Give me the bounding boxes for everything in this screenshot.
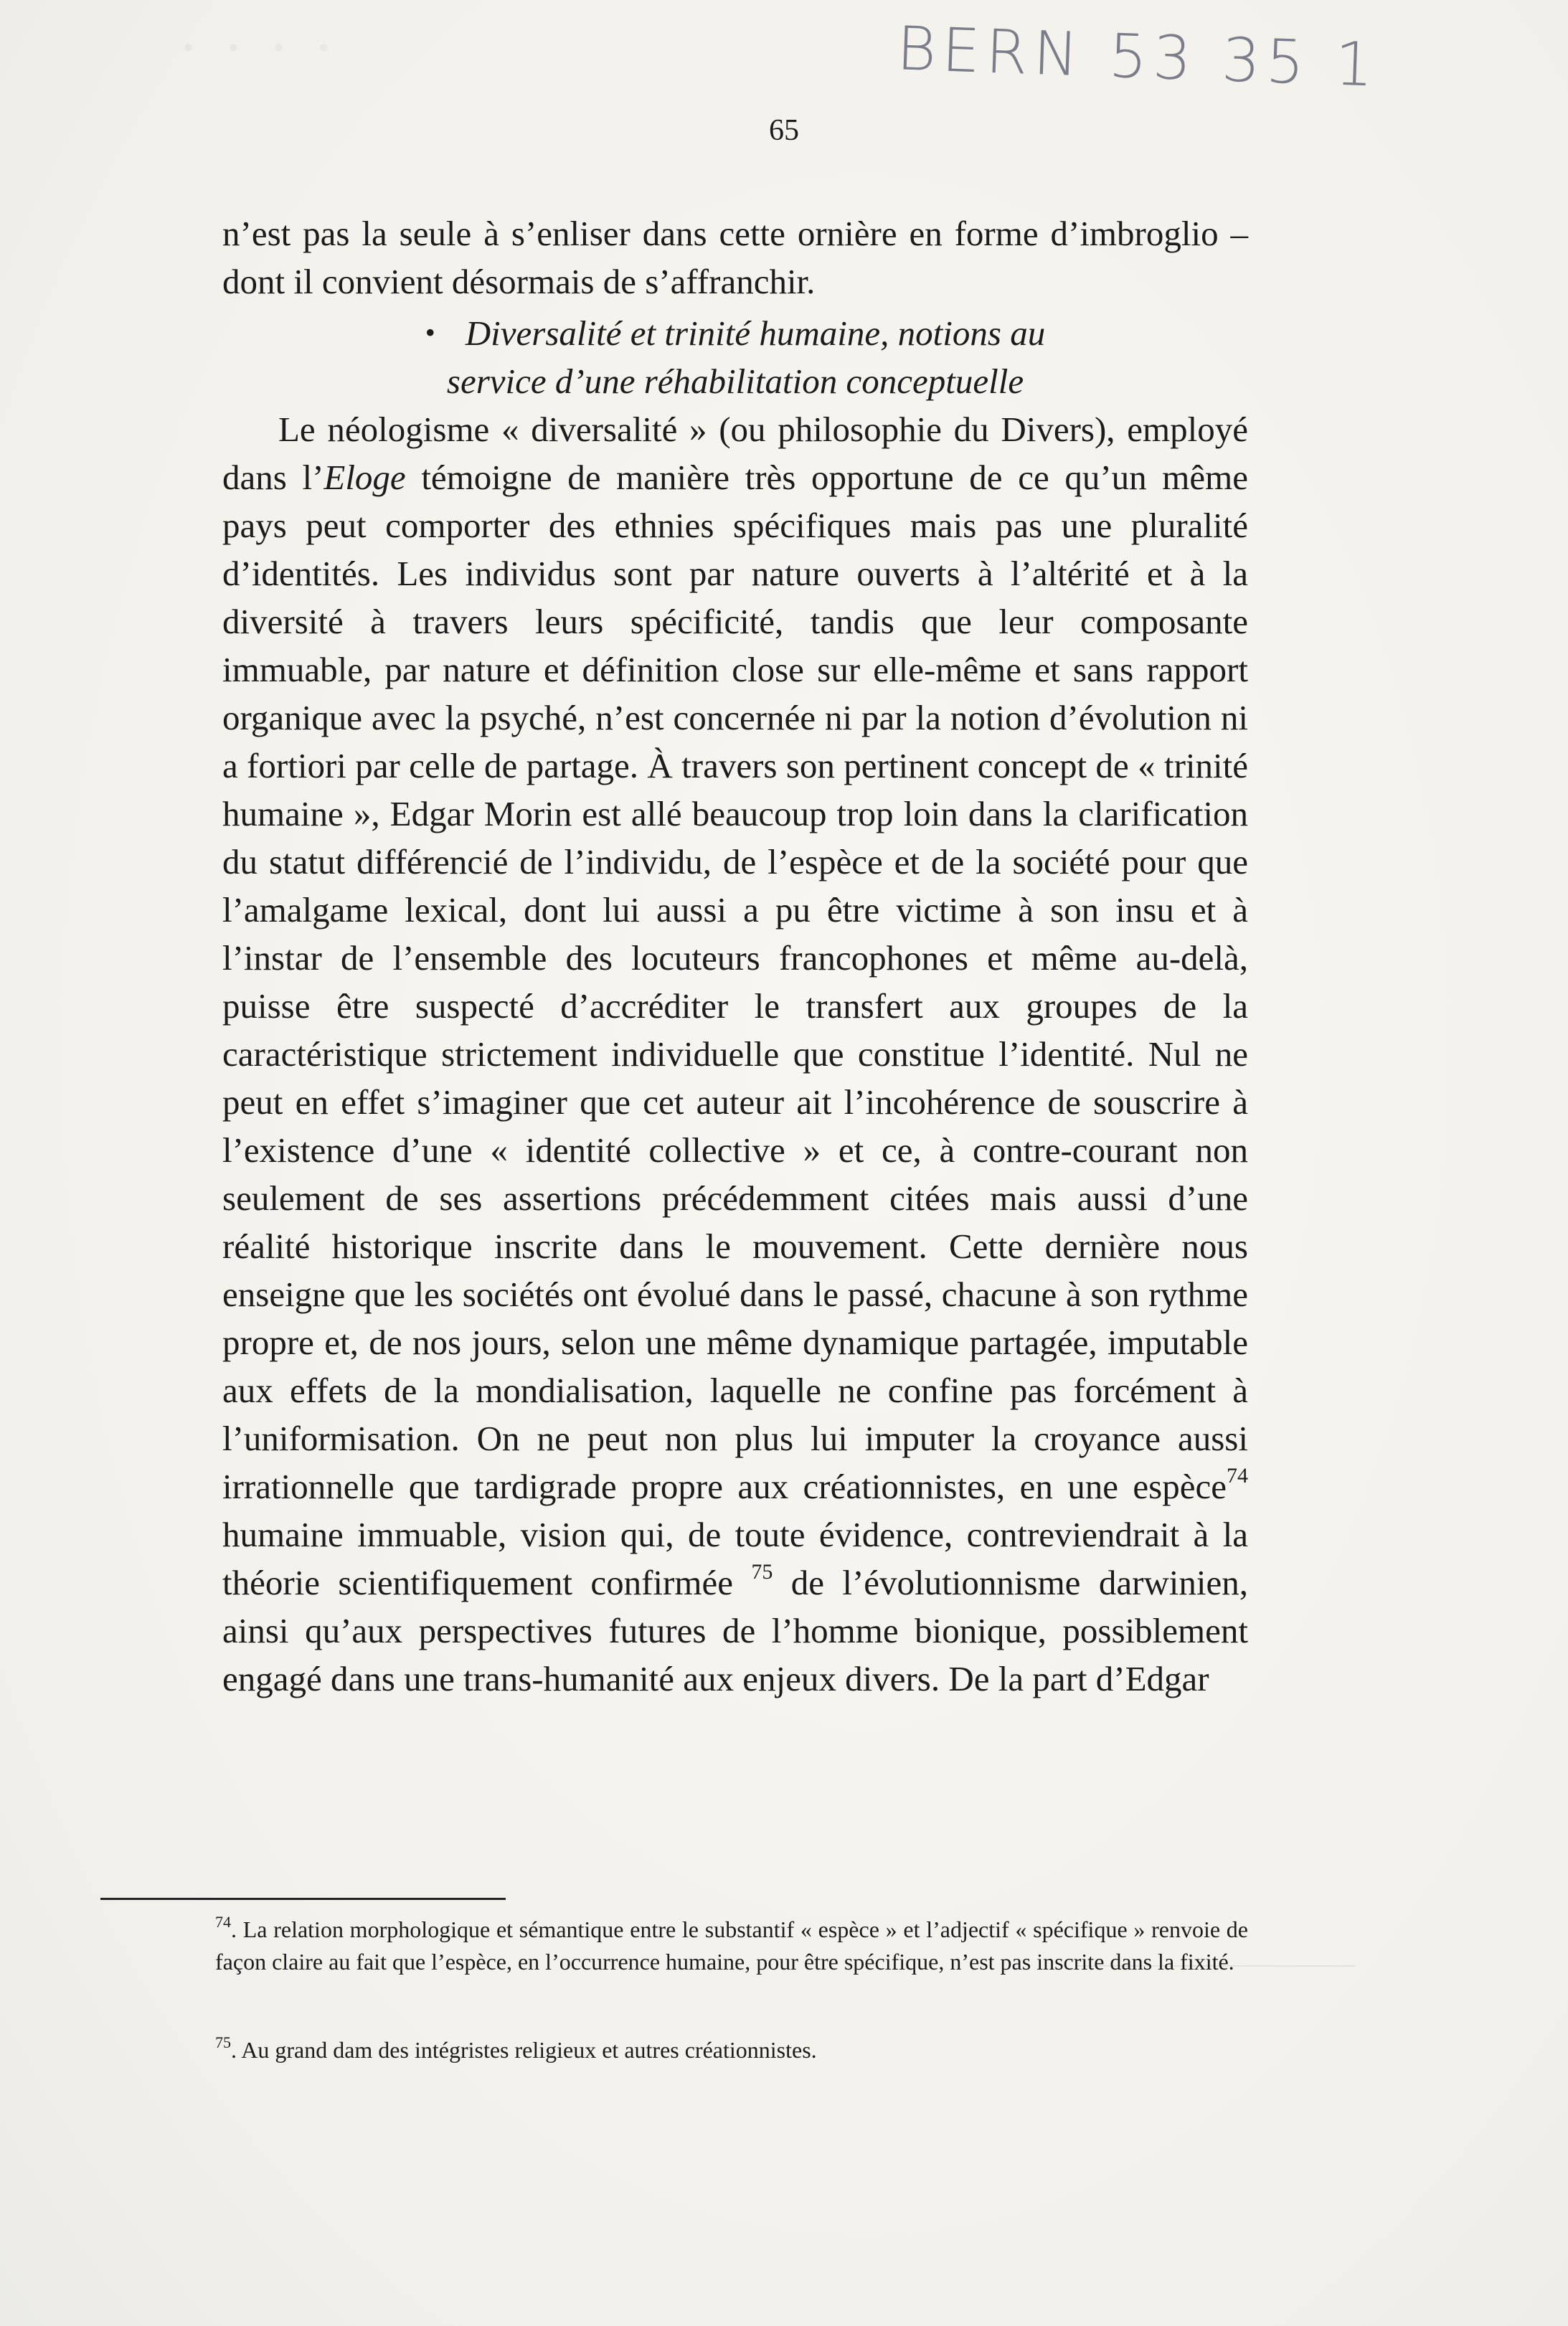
footnote-mark-75: 75	[215, 2033, 231, 2051]
footnote-75	[215, 2034, 1248, 2066]
page-number: 65	[769, 114, 799, 147]
footnote-text-74: . La relation morphologique et sémantique entre le substantif « espèce » et l’adjectif « spécifique » renvoie de façon claire au fait que l’espèce, en l’occurrence humaine, pour être spécifique, n’est pas inscrite dans la fixité.	[215, 1916, 1248, 1975]
paragraph-text: de l’évolutionnisme darwinien, ainsi qu’aux perspectives futures de l’homme bionique, possiblement engagé dans une trans-humanité aux enjeux divers. De la part d’Edgar	[222, 1563, 1248, 1698]
handwritten-note: BERN 53 35 1	[895, 13, 1381, 100]
main-paragraph	[222, 405, 1248, 1703]
footnotes	[215, 1914, 1248, 2066]
paragraph-continuation: n’est pas la seule à s’enliser dans cette ornière en forme d’imbroglio – dont il convient désormais de s’affranchir.	[222, 214, 1248, 301]
heading-line-1: Diversalité et trinité humaine, notions au	[465, 313, 1046, 353]
eloge-title: Eloge	[323, 458, 406, 497]
paragraph-text: humaine immuable, vision qui, de toute évidence, contreviendrait à la théorie scientifiquement confirmée	[222, 1515, 1248, 1602]
body-text	[222, 209, 1248, 1703]
paragraph-text: Le néologisme « diversalité » (ou philosophie du Divers), employé dans l’	[222, 410, 1248, 497]
footnote-ref-75[interactable]: 75	[751, 1560, 773, 1584]
footnote-text-75: . Au grand dam des intégristes religieux et autres créationnistes.	[231, 2037, 817, 2063]
footnote-ref-74[interactable]: 74	[1227, 1464, 1248, 1488]
heading-line-2: service d’une réhabilitation conceptuelle	[446, 361, 1024, 401]
footnote-separator	[100, 1898, 506, 1900]
footnote-74	[215, 1914, 1248, 1978]
section-heading	[222, 308, 1248, 405]
paragraph-text: témoigne de manière très opportune de ce qu’un même pays peut comporter des ethnies spécifiques mais pas une pluralité d’identités. Les individus sont par nature ouverts à l’altérité et à la diversité à travers leurs spécificité, tandis que leur composante immuable, par nature et définition close sur elle-même et sans rapport organique avec la psyché, n’est concernée ni par la notion d’évolution ni a fortiori par celle de partage. À travers son pertinent concept de « trinité humaine », Edgar Morin est allé beaucoup trop loin dans la clarification du statut différencié de l’individu, de l’espèce et de la société pour que l’amalgame lexical, dont lui aussi a pu être victime à son insu et à l’instar de l’ensemble des locuteurs francophones et même au-delà, puisse être suspecté d’accréditer le transfert aux groupes de la caractéristique strictement individuelle que constitue l’identité. Nul ne peut en effet s’imaginer que cet auteur ait l’incohérence de souscrire à l’existence d’une « identité collective » et ce, à contre-courant non seulement de ses assertions précédemment citées mais aussi d’une réalité historique inscrite dans le mouvement. Cette dernière nous enseigne que les sociétés ont évolué dans le passé, chacune à son rythme propre et, de nos jours, selon une même dynamique partagée, imputable aux effets de la mondialisation, laquelle ne confine pas forcément à l’uniformisation. On ne peut non plus lui imputer la croyance aussi irrationnelle que tardigrade propre aux créationnistes, en une espèce	[222, 458, 1249, 1506]
bullet-icon: •	[425, 316, 435, 349]
show-through-mark	[179, 14, 337, 81]
footnote-mark-74: 74	[215, 1913, 231, 1931]
